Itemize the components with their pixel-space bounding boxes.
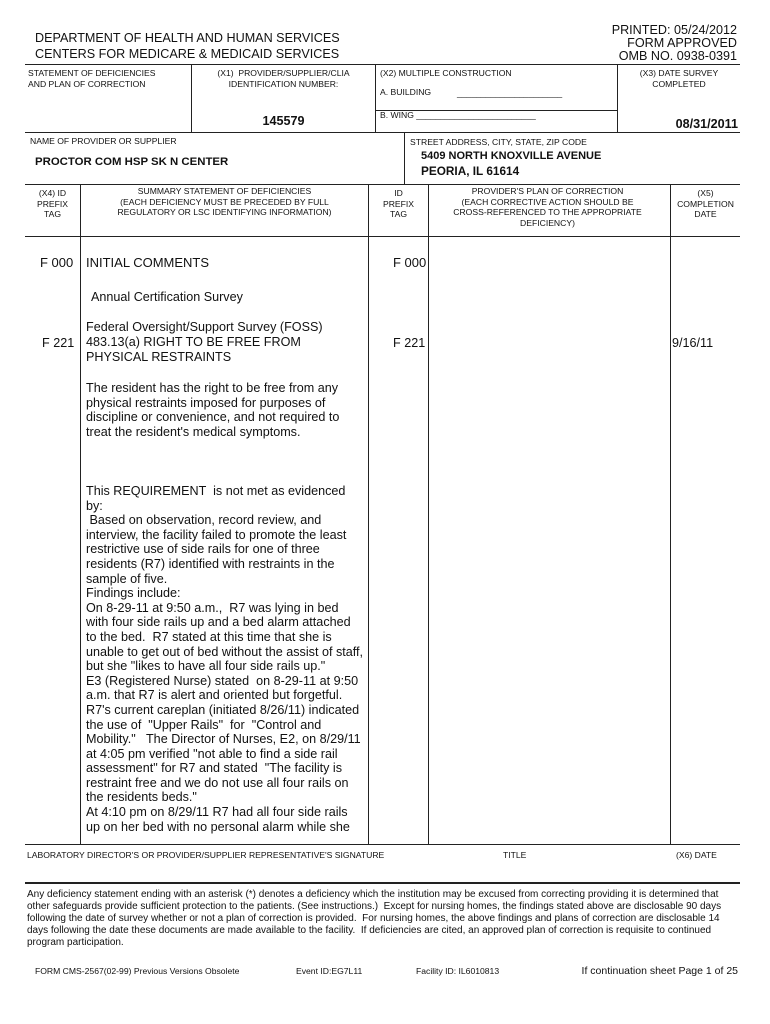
x6-date-label: (X6) DATE [676, 850, 717, 860]
foss-text: Federal Oversight/Support Survey (FOSS) [86, 320, 323, 334]
f221-completion-date: 9/16/11 [672, 336, 714, 350]
agency-line-2: CENTERS FOR MEDICARE & MEDICAID SERVICES [35, 47, 340, 61]
rights-paragraph: The resident has the right to be free from any physical restraints imposed for purposes of discipline or convenience, and not required to treat the resident's medical symptoms. [86, 381, 340, 439]
x2-label: (X2) MULTIPLE CONSTRUCTION [380, 68, 512, 78]
omb-number: OMB NO. 0938-0391 [618, 49, 737, 63]
x1-label: (X1) PROVIDER/SUPPLIER/CLIA IDENTIFICATION NUMBER: [217, 68, 350, 89]
initial-comments-title: INITIAL COMMENTS [86, 255, 210, 270]
summary-header: SUMMARY STATEMENT OF DEFICIENCIES (EACH DEFICIENCY MUST BE PRECEDED BY FULL REGULATORY OR LSC IDENTIFYING INFORMATION) [117, 186, 332, 218]
disclaimer-text: Any deficiency statement ending with an asterisk (*) denotes a deficiency which the institution may be excused from correcting providing it is determined that other safeguards provide sufficient protection to the patients. (See instructions.) Except for nursing homes, the findings stated above are disclosable 90 days following the date of survey whether or not a plan of correction is provided. For nursing homes, the above findings and plans of correction are disclosable 14 days following the date these documents are made available to the facility. If deficiencies are cited, an approved plan of correction is requisite to continued program participation. [27, 889, 722, 949]
tag-f000-left: F 000 [40, 255, 74, 270]
form-number: FORM CMS-2567(02-99) Previous Versions Obsolete [35, 966, 240, 976]
statement-label: STATEMENT OF DEFICIENCIES AND PLAN OF CORRECTION [28, 68, 156, 89]
provider-name: PROCTOR COM HSP SK N CENTER [35, 156, 229, 168]
building-label: A. BUILDING [380, 87, 432, 97]
tag-f221-left: F 221 [42, 336, 75, 350]
facility-id: Facility ID: IL6010813 [416, 966, 500, 976]
provider-id: 145579 [262, 114, 305, 128]
f221-title: 483.13(a) RIGHT TO BE FREE FROM PHYSICAL RESTRAINTS [86, 335, 301, 364]
form-approved: FORM APPROVED [627, 36, 737, 50]
findings-paragraph: This REQUIREMENT is not met as evidenced by: Based on observation, record review, and interview, the facility failed to promote the least restrictive use of side rails for one of three residents (R7) identified with restraints in the sample of five. Findings include: On 8-29-11 at 9:50 a.m., R7 was lying in bed with four side rails up and a bed alarm attached to the bed. R7 stated at this time that she is unable to get out of bed without the assist of staff, but she "likes to have all four side rails up." E3 (Registered Nurse) stated on 8-29-11 at 9:50 a.m. that R7 is alert and oriented but forgetful. R7's current careplan (initiated 8/26/11) indicated the use of "Upper Rails" for "Control and Mobility." The Director of Nurses, E2, on 8/29/11 at 4:05 pm verified "not able to find a side rail assessment" for R7 and stated "The facility is restraint free and we do not use all four rails on the residents beds." At 4:10 pm on 8/29/11 R7 had all four side rails up on her bed with no personal alarm while she [86, 484, 364, 834]
survey-completed-date: 08/31/2011 [675, 117, 738, 131]
agency-line-1: DEPARTMENT OF HEALTH AND HUMAN SERVICES [35, 31, 340, 45]
annual-survey-text: Annual Certification Survey [91, 290, 243, 304]
plan-header: PROVIDER'S PLAN OF CORRECTION (EACH CORRECTIVE ACTION SHOULD BE CROSS-REFERENCED TO THE APPROPRIATE DEFICIENCY) [453, 186, 642, 228]
x5-header: (X5) COMPLETION DATE [677, 188, 734, 220]
page-indicator: If continuation sheet Page 1 of 25 [581, 965, 738, 977]
tag-f000-right: F 000 [393, 255, 427, 270]
city-state-zip: PEORIA, IL 61614 [421, 164, 520, 178]
signature-label: LABORATORY DIRECTOR'S OR PROVIDER/SUPPLIER REPRESENTATIVE'S SIGNATURE [27, 850, 385, 860]
event-id: Event ID:EG7L11 [296, 966, 363, 976]
building-line: ______________________ [457, 88, 563, 98]
street-address: 5409 NORTH KNOXVILLE AVENUE [421, 150, 602, 162]
provider-name-label: NAME OF PROVIDER OR SUPPLIER [30, 136, 177, 146]
address-label: STREET ADDRESS, CITY, STATE, ZIP CODE [410, 137, 587, 147]
x4-header: (X4) ID PREFIX TAG [36, 188, 69, 220]
tag-f221-right: F 221 [393, 336, 426, 350]
id-header: ID PREFIX TAG [382, 188, 415, 220]
x3-label: (X3) DATE SURVEY COMPLETED [639, 68, 719, 89]
title-label: TITLE [503, 850, 527, 860]
wing-label: B. WING _________________________ [380, 110, 536, 120]
printed-date: PRINTED: 05/24/2012 [611, 23, 737, 37]
